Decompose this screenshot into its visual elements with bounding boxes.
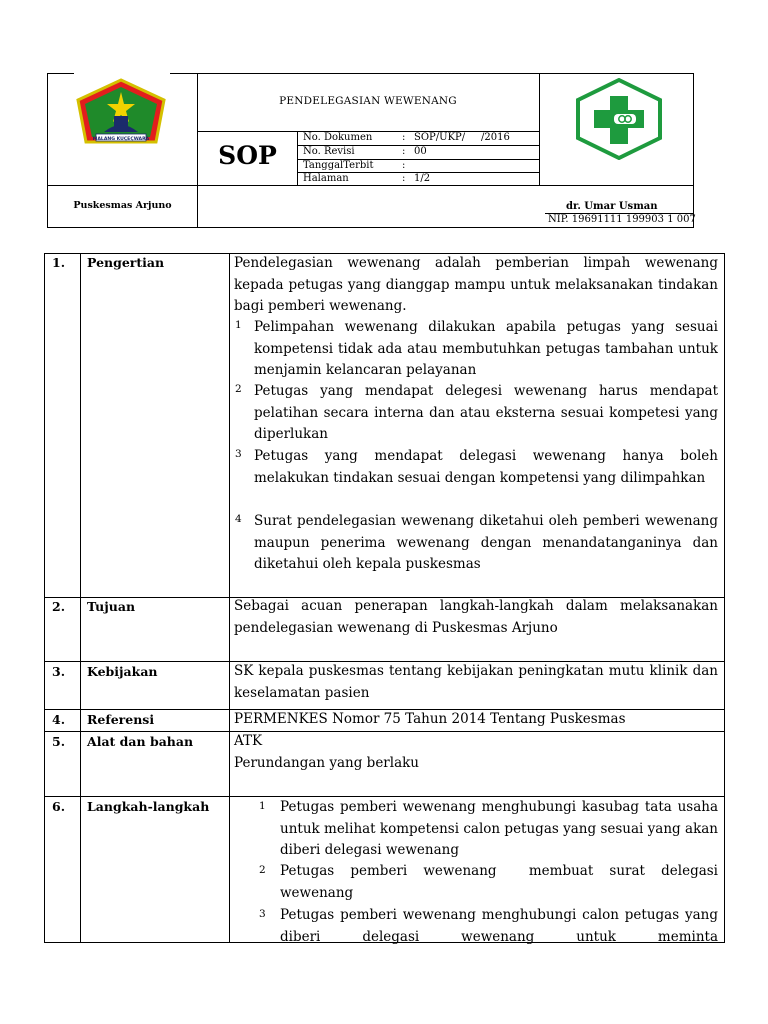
list-item: Petugas pemberi wewenang menghubungi kasubag tata usaha untuk melihat kompetensi calon petugas yang sesuai yang akan diberi delegasi wewenang	[280, 799, 718, 858]
list-number: 1	[235, 319, 242, 331]
section-text: PERMENKES Nomor 75 Tahun 2014 Tentang Puskesmas	[234, 711, 626, 727]
signer-name: dr. Umar Usman	[566, 201, 658, 212]
meta-sep: :	[402, 146, 406, 157]
list-item: Pelimpahan wewenang dilakukan apabila petugas yang sesuai kompetensi tidak ada atau membutuhkan petugas tambahan untuk menjamin kelancaran pelayanan	[254, 319, 718, 378]
section-number: 4.	[52, 712, 66, 727]
meta-value: 1/2	[414, 173, 431, 184]
section-text: Sebagai acuan penerapan langkah-langkah dalam melaksanakan pendelegasian wewenang di Puskesmas Arjuno	[234, 598, 718, 636]
section-label-referensi: Referensi	[87, 712, 155, 727]
section-text: ATK	[234, 733, 263, 749]
meta-sep: :	[402, 132, 406, 143]
section-text: Pendelegasian wewenang adalah pemberian limpah wewenang kepada petugas yang dianggap mampu untuk melaksanakan tindakan bagi pemberi wewenang.	[234, 255, 718, 314]
regency-logo-icon	[72, 78, 170, 150]
list-number: 2	[259, 864, 266, 876]
organization-name: Puskesmas Arjuno	[73, 200, 172, 211]
section-label-tujuan: Tujuan	[87, 599, 136, 614]
sop-label: SOP	[218, 141, 277, 170]
puskesmas-logo-icon	[574, 78, 664, 160]
section-number: 6.	[52, 799, 66, 814]
meta-label: TanggalTerbit	[303, 160, 374, 171]
section-text: Perundangan yang berlaku	[234, 755, 419, 771]
list-item: Petugas yang mendapat delegesi wewenang harus mendapat pelatihan secara interna dan atau eksterna sesuai kompetesi yang diperlukan	[254, 383, 718, 442]
list-number: 2	[235, 383, 242, 395]
section-number: 5.	[52, 734, 66, 749]
section-number: 2.	[52, 599, 66, 614]
list-item: Surat pendelegasian wewenang diketahui oleh pemberi wewenang maupun penerima wewenang dengan menandatanganinya dan diketahui oleh kepala puskesmas	[254, 513, 718, 572]
section-text: SK kepala puskesmas tentang kebijakan peningkatan mutu klinik dan keselamatan pasien	[234, 663, 718, 701]
list-number: 1	[259, 800, 266, 812]
meta-value: 00	[414, 146, 427, 157]
meta-label: No. Dokumen	[303, 132, 373, 143]
meta-label: Halaman	[303, 173, 349, 184]
list-item: Petugas pemberi wewenang membuat surat delegasi wewenang	[280, 863, 723, 901]
meta-sep: :	[402, 173, 406, 184]
list-number: 4	[235, 513, 242, 525]
section-label-langkah-langkah: Langkah-langkah	[87, 799, 210, 814]
document-title: PENDELEGASIAN WEWENANG	[279, 95, 457, 107]
section-label-pengertian: Pengertian	[87, 255, 165, 270]
signer-nip: NIP. 19691111 199903 1 007	[548, 214, 696, 225]
section-number: 1.	[52, 255, 66, 270]
list-number: 3	[235, 448, 242, 460]
list-number: 3	[259, 908, 266, 920]
meta-label: No. Revisi	[303, 146, 355, 157]
meta-value: SOP/UKP/ /2016	[414, 132, 510, 143]
section-label-alat-dan-bahan: Alat dan bahan	[87, 734, 194, 749]
section-number: 3.	[52, 664, 66, 679]
meta-sep: :	[402, 160, 406, 171]
list-item: Petugas pemberi wewenang menghubungi calon petugas yang diberi delegasi wewenang untuk meminta	[280, 907, 718, 945]
list-item: Petugas yang mendapat delegasi wewenang hanya boleh melakukan tindakan sesuai dengan kompetensi yang dilimpahkan	[254, 448, 718, 486]
section-label-kebijakan: Kebijakan	[87, 664, 158, 679]
svg-text:MALANG KUÇEÇWARA: MALANG KUÇEÇWARA	[92, 136, 150, 142]
